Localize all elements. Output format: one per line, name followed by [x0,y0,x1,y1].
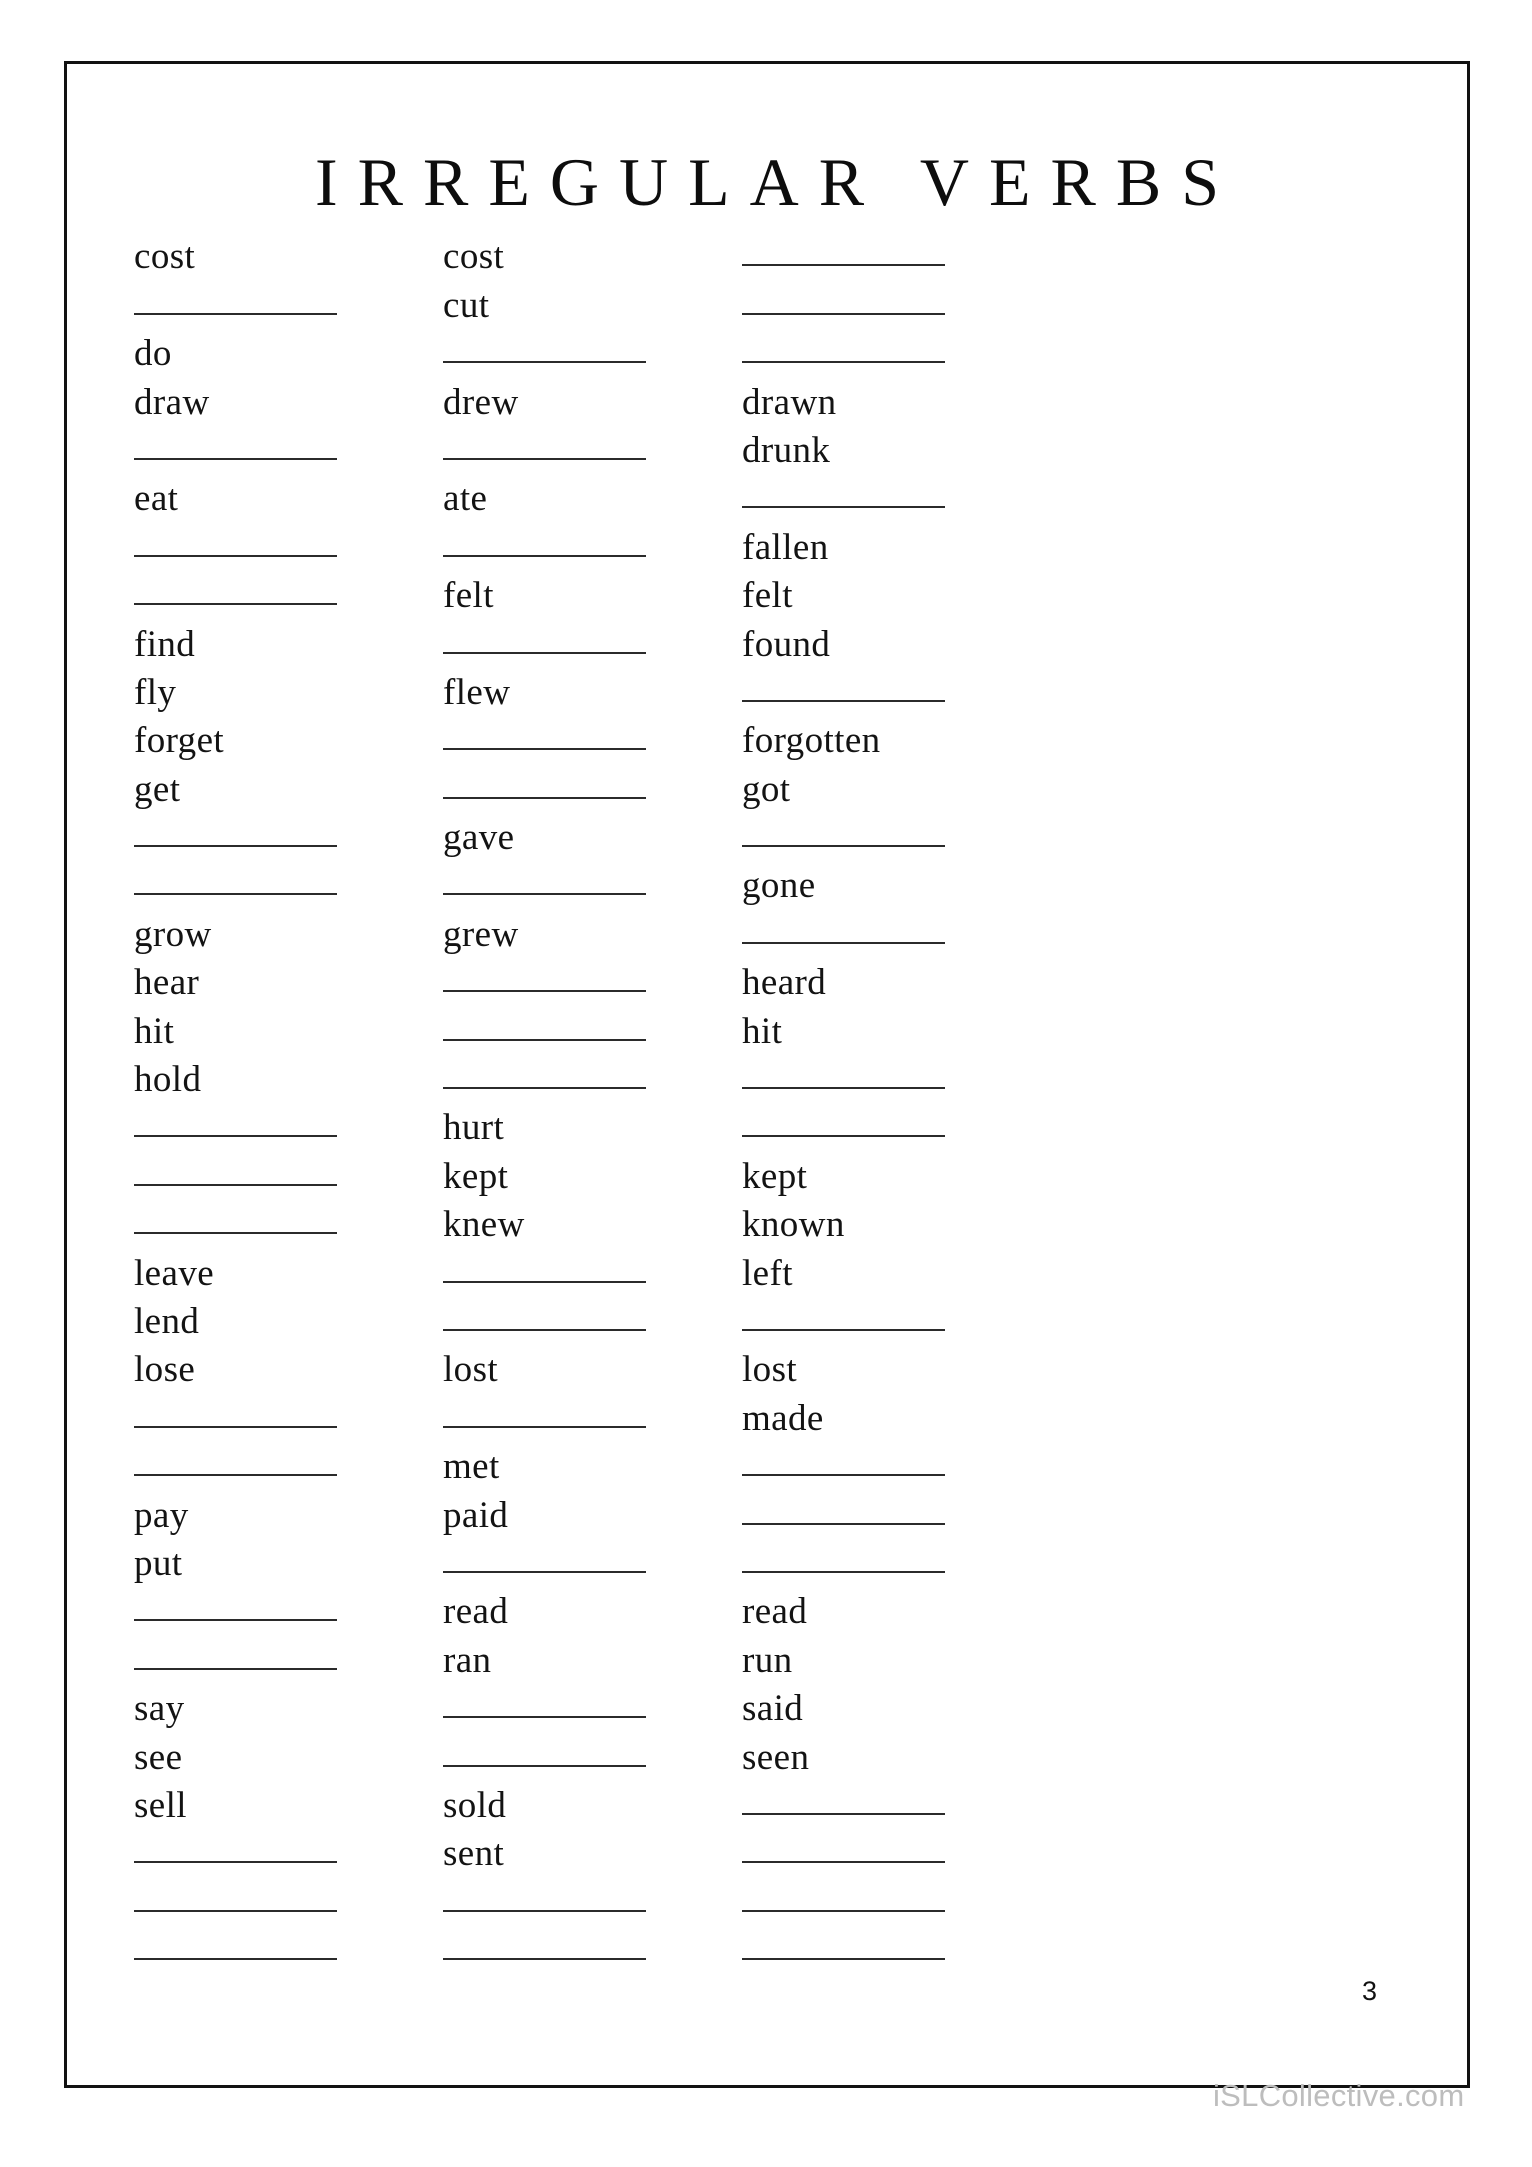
verb-row [134,665,444,713]
verb-row [443,1536,753,1584]
verb-row [134,761,444,809]
verb-row [134,1294,444,1342]
verb-answer-blank[interactable] [134,845,337,847]
verb-row [134,1245,444,1293]
verb-answer-blank[interactable] [742,1813,945,1815]
verb-row [443,810,753,858]
verb-row [742,1003,1052,1051]
verb-answer-blank[interactable] [742,845,945,847]
verb-answer-blank[interactable] [742,1861,945,1863]
verb-row [443,1439,753,1487]
verb-row [134,616,444,664]
verb-answer-blank[interactable] [134,1474,337,1476]
verb-word: drew [443,381,519,423]
verb-row [443,1245,753,1293]
verb-answer-blank[interactable] [742,313,945,315]
verb-word: gone [742,865,816,907]
verb-row [742,1100,1052,1148]
verb-row [134,1390,444,1438]
verb-answer-blank[interactable] [134,1426,337,1428]
verb-row [742,277,1052,325]
verb-row [443,1487,753,1535]
verb-row [443,471,753,519]
verb-word: paid [443,1494,509,1536]
verb-word: known [742,1204,845,1246]
verb-row [443,1778,753,1826]
verb-row [443,1052,753,1100]
verb-word: run [742,1639,793,1681]
verb-answer-blank[interactable] [443,652,646,654]
verb-row [134,713,444,761]
verb-row [443,1826,753,1874]
verb-word: sold [443,1784,507,1826]
verb-row [742,519,1052,567]
verb-word: lost [443,1349,499,1391]
verb-word: gave [443,817,515,859]
verb-word: hit [134,1010,175,1052]
verb-row [134,471,444,519]
verb-word: lost [742,1349,798,1391]
verb-row [134,1778,444,1826]
verb-word: read [742,1591,808,1633]
verb-answer-blank[interactable] [443,1716,646,1718]
verb-row [742,1245,1052,1293]
verb-row [443,713,753,761]
verb-row [134,1052,444,1100]
verb-row [443,1874,753,1922]
verb-word: hear [134,962,200,1004]
verb-row [443,906,753,954]
verb-row [443,1632,753,1680]
verb-row [134,1003,444,1051]
verb-row [134,1439,444,1487]
verb-row [134,326,444,374]
verb-row [134,955,444,1003]
verb-answer-blank[interactable] [443,990,646,992]
islcollective-watermark: iSLCollective.com [1213,2078,1465,2113]
verb-word: said [742,1688,804,1730]
verb-row [742,713,1052,761]
verb-row [443,1923,753,1971]
verb-answer-blank[interactable] [742,700,945,702]
verb-word: heard [742,962,827,1004]
verb-answer-blank[interactable] [134,1958,337,1960]
verb-row [134,1584,444,1632]
verb-answer-blank[interactable] [134,1184,337,1186]
verb-row [134,1826,444,1874]
verb-word: grew [443,913,519,955]
verb-row [134,277,444,325]
verb-row [134,1874,444,1922]
verb-answer-blank[interactable] [742,1087,945,1089]
verb-row [742,1632,1052,1680]
verb-word: cut [443,284,490,326]
verb-row [742,229,1052,277]
verb-row [742,326,1052,374]
verb-answer-blank[interactable] [443,1571,646,1573]
verb-row [443,761,753,809]
verb-answer-blank[interactable] [443,361,646,363]
verb-word: left [742,1252,793,1294]
verb-row [443,229,753,277]
verb-word: seen [742,1736,810,1778]
verb-answer-blank[interactable] [742,264,945,266]
verb-word: got [742,768,791,810]
verb-row [134,1197,444,1245]
verb-answer-blank[interactable] [134,1910,337,1912]
verb-row [443,1100,753,1148]
verb-word: hold [134,1059,202,1101]
verb-word: forgotten [742,720,881,762]
verb-row [742,1826,1052,1874]
verb-answer-blank[interactable] [742,1135,945,1137]
verb-word: get [134,768,181,810]
verb-row [742,1681,1052,1729]
verb-row [443,1003,753,1051]
verb-row [134,568,444,616]
verb-answer-blank[interactable] [134,313,337,315]
verb-word: drawn [742,381,837,423]
verb-row [134,423,444,471]
verb-answer-blank[interactable] [134,555,337,557]
verb-row [742,1487,1052,1535]
verb-answer-blank[interactable] [134,1135,337,1137]
verb-word: drunk [742,429,831,471]
verb-row [134,229,444,277]
verb-answer-blank[interactable] [443,1765,646,1767]
verb-row [443,616,753,664]
verb-answer-blank[interactable] [742,1910,945,1912]
verb-row [742,955,1052,1003]
verb-answer-blank[interactable] [443,893,646,895]
verb-word: lose [134,1349,196,1391]
worksheet-page-frame [64,61,1470,2088]
verb-word: made [742,1397,824,1439]
verb-row [134,1729,444,1777]
verb-answer-blank[interactable] [742,1571,945,1573]
verb-row [134,1681,444,1729]
verb-answer-blank[interactable] [742,1474,945,1476]
verb-row [742,1294,1052,1342]
verb-column-past-participle [742,229,1052,1971]
verb-answer-blank[interactable] [443,1426,646,1428]
page-title: IRREGULAR VERBS [314,143,1240,220]
verb-row [742,665,1052,713]
verb-word: fly [134,671,177,713]
verb-row [742,906,1052,954]
verb-word: kept [742,1155,808,1197]
verb-row [742,1584,1052,1632]
verb-word: cost [134,236,196,278]
verb-row [742,374,1052,422]
verb-row [742,1729,1052,1777]
verb-answer-blank[interactable] [134,893,337,895]
verb-word: lend [134,1300,200,1342]
verb-row [134,1487,444,1535]
verb-row [134,1342,444,1390]
verb-answer-blank[interactable] [443,1039,646,1041]
verb-answer-blank[interactable] [742,506,945,508]
verb-word: cost [443,236,505,278]
verb-row [742,1874,1052,1922]
verb-row [443,858,753,906]
verb-word: sent [443,1833,505,1875]
verb-row [742,1536,1052,1584]
verb-row [742,616,1052,664]
verb-row [443,1294,753,1342]
verb-row [134,1148,444,1196]
verb-row [443,1342,753,1390]
verb-answer-blank[interactable] [443,1910,646,1912]
verb-row [742,1197,1052,1245]
verb-word: see [134,1736,183,1778]
verb-row [443,374,753,422]
verb-row [443,1197,753,1245]
verb-answer-blank[interactable] [443,1958,646,1960]
verb-word: fallen [742,526,829,568]
verb-row [742,423,1052,471]
verb-row [443,1584,753,1632]
verb-row [742,1390,1052,1438]
verb-answer-blank[interactable] [134,1619,337,1621]
verb-word: felt [443,575,494,617]
verb-answer-blank[interactable] [443,797,646,799]
verb-row [134,374,444,422]
verb-answer-blank[interactable] [134,1861,337,1863]
verb-row [134,1536,444,1584]
verb-row [742,810,1052,858]
verb-word: ran [443,1639,492,1681]
verb-row [742,1342,1052,1390]
verb-row [443,955,753,1003]
verb-word: ate [443,478,488,520]
verb-row [134,810,444,858]
verb-word: find [134,623,196,665]
verb-answer-blank[interactable] [443,1329,646,1331]
verb-row [443,665,753,713]
verb-row [742,1148,1052,1196]
verb-word: sell [134,1784,187,1826]
verb-row [443,519,753,567]
verb-word: pay [134,1494,189,1536]
verb-word: knew [443,1204,525,1246]
verb-word: found [742,623,831,665]
verb-answer-blank[interactable] [742,942,945,944]
verb-row [742,1778,1052,1826]
verb-word: kept [443,1155,509,1197]
verb-row [742,761,1052,809]
verb-answer-blank[interactable] [134,1232,337,1234]
verb-row [443,423,753,471]
verb-answer-blank[interactable] [443,458,646,460]
verb-row [443,1729,753,1777]
verb-columns-container [67,229,1467,1989]
verb-row [742,568,1052,616]
verb-row [134,1100,444,1148]
verb-answer-blank[interactable] [742,1523,945,1525]
verb-word: flew [443,671,511,713]
verb-answer-blank[interactable] [443,748,646,750]
verb-row [443,1390,753,1438]
verb-word: put [134,1542,183,1584]
verb-column-past-simple [443,229,753,1971]
verb-row [742,1052,1052,1100]
verb-answer-blank[interactable] [443,555,646,557]
verb-row [134,519,444,567]
verb-word: do [134,333,172,375]
verb-row [742,471,1052,519]
page-number: 3 [1361,1976,1377,2006]
verb-word: leave [134,1252,215,1294]
verb-word: say [134,1688,185,1730]
verb-answer-blank[interactable] [134,1668,337,1670]
verb-row [443,568,753,616]
verb-word: grow [134,913,212,955]
verb-word: met [443,1446,500,1488]
verb-row [134,1923,444,1971]
verb-word: felt [742,575,793,617]
verb-word: forget [134,720,225,762]
verb-row [443,1681,753,1729]
verb-word: draw [134,381,210,423]
verb-word: hit [742,1010,783,1052]
verb-answer-blank[interactable] [742,361,945,363]
verb-row [134,1632,444,1680]
verb-row [443,277,753,325]
verb-answer-blank[interactable] [134,603,337,605]
verb-row [742,858,1052,906]
verb-row [443,1148,753,1196]
verb-row [742,1439,1052,1487]
verb-row [134,906,444,954]
verb-answer-blank[interactable] [742,1958,945,1960]
verb-answer-blank[interactable] [742,1329,945,1331]
verb-row [443,326,753,374]
verb-row [742,1923,1052,1971]
verb-word: eat [134,478,179,520]
verb-column-base-form [134,229,444,1971]
verb-word: hurt [443,1107,505,1149]
verb-answer-blank[interactable] [443,1087,646,1089]
verb-row [134,858,444,906]
verb-answer-blank[interactable] [443,1281,646,1283]
verb-answer-blank[interactable] [134,458,337,460]
verb-word: read [443,1591,509,1633]
